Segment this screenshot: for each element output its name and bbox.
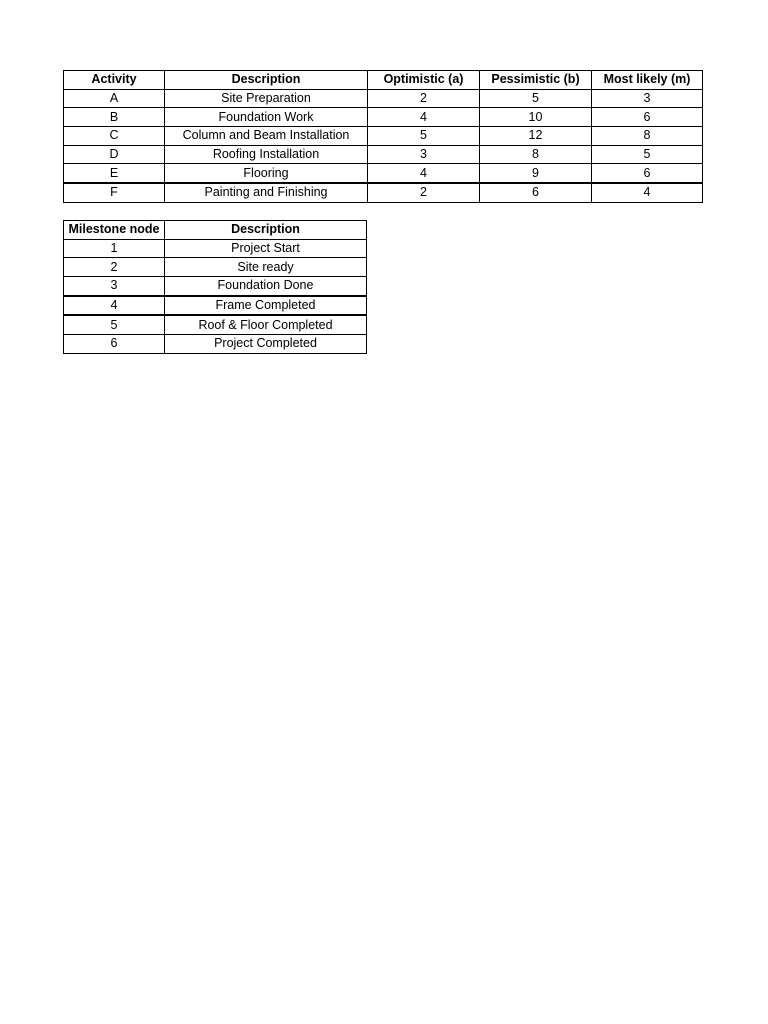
cell-optimistic: 4 bbox=[368, 108, 480, 127]
cell-most-likely: 5 bbox=[592, 145, 703, 164]
cell-activity: F bbox=[64, 183, 165, 202]
cell-optimistic: 5 bbox=[368, 127, 480, 146]
cell-pessimistic: 10 bbox=[480, 108, 592, 127]
header-activity: Activity bbox=[64, 71, 165, 90]
cell-description: Foundation Work bbox=[165, 108, 368, 127]
header-pessimistic: Pessimistic (b) bbox=[480, 71, 592, 90]
table-row bbox=[64, 145, 703, 164]
table-row bbox=[64, 108, 703, 127]
table-row bbox=[64, 315, 367, 334]
cell-activity: C bbox=[64, 127, 165, 146]
table-row bbox=[64, 335, 367, 354]
cell-activity: D bbox=[64, 145, 165, 164]
cell-pessimistic: 6 bbox=[480, 183, 592, 202]
table-row bbox=[64, 164, 703, 183]
header-optimistic: Optimistic (a) bbox=[368, 71, 480, 90]
cell-pessimistic: 9 bbox=[480, 164, 592, 183]
cell-optimistic: 3 bbox=[368, 145, 480, 164]
header-description: Description bbox=[165, 221, 367, 240]
cell-most-likely: 3 bbox=[592, 89, 703, 108]
cell-description: Site ready bbox=[165, 258, 367, 277]
cell-most-likely: 8 bbox=[592, 127, 703, 146]
cell-optimistic: 2 bbox=[368, 183, 480, 202]
table-row bbox=[64, 296, 367, 316]
header-description: Description bbox=[165, 71, 368, 90]
cell-milestone-node: 5 bbox=[64, 315, 165, 334]
cell-most-likely: 6 bbox=[592, 164, 703, 183]
cell-activity: E bbox=[64, 164, 165, 183]
cell-most-likely: 4 bbox=[592, 183, 703, 202]
cell-milestone-node: 2 bbox=[64, 258, 165, 277]
activity-table bbox=[63, 70, 703, 203]
cell-description: Project Completed bbox=[165, 335, 367, 354]
cell-description: Roofing Installation bbox=[165, 145, 368, 164]
cell-milestone-node: 6 bbox=[64, 335, 165, 354]
cell-pessimistic: 5 bbox=[480, 89, 592, 108]
cell-milestone-node: 1 bbox=[64, 239, 165, 258]
table-row bbox=[64, 183, 703, 202]
cell-optimistic: 2 bbox=[368, 89, 480, 108]
cell-most-likely: 6 bbox=[592, 108, 703, 127]
table-row bbox=[64, 89, 703, 108]
cell-optimistic: 4 bbox=[368, 164, 480, 183]
cell-description: Flooring bbox=[165, 164, 368, 183]
cell-milestone-node: 4 bbox=[64, 296, 165, 316]
cell-description: Painting and Finishing bbox=[165, 183, 368, 202]
cell-activity: A bbox=[64, 89, 165, 108]
header-most-likely: Most likely (m) bbox=[592, 71, 703, 90]
cell-description: Frame Completed bbox=[165, 296, 367, 316]
cell-description: Column and Beam Installation bbox=[165, 127, 368, 146]
table-row bbox=[64, 277, 367, 296]
milestone-table bbox=[63, 220, 367, 354]
cell-description: Project Start bbox=[165, 239, 367, 258]
cell-description: Roof & Floor Completed bbox=[165, 315, 367, 334]
header-milestone-node: Milestone node bbox=[64, 221, 165, 240]
cell-pessimistic: 12 bbox=[480, 127, 592, 146]
cell-description: Site Preparation bbox=[165, 89, 368, 108]
table-row bbox=[64, 258, 367, 277]
cell-milestone-node: 3 bbox=[64, 277, 165, 296]
table-row bbox=[64, 239, 367, 258]
milestone-header-row bbox=[64, 221, 367, 240]
activity-header-row bbox=[64, 71, 703, 90]
cell-activity: B bbox=[64, 108, 165, 127]
table-row bbox=[64, 127, 703, 146]
cell-description: Foundation Done bbox=[165, 277, 367, 296]
cell-pessimistic: 8 bbox=[480, 145, 592, 164]
